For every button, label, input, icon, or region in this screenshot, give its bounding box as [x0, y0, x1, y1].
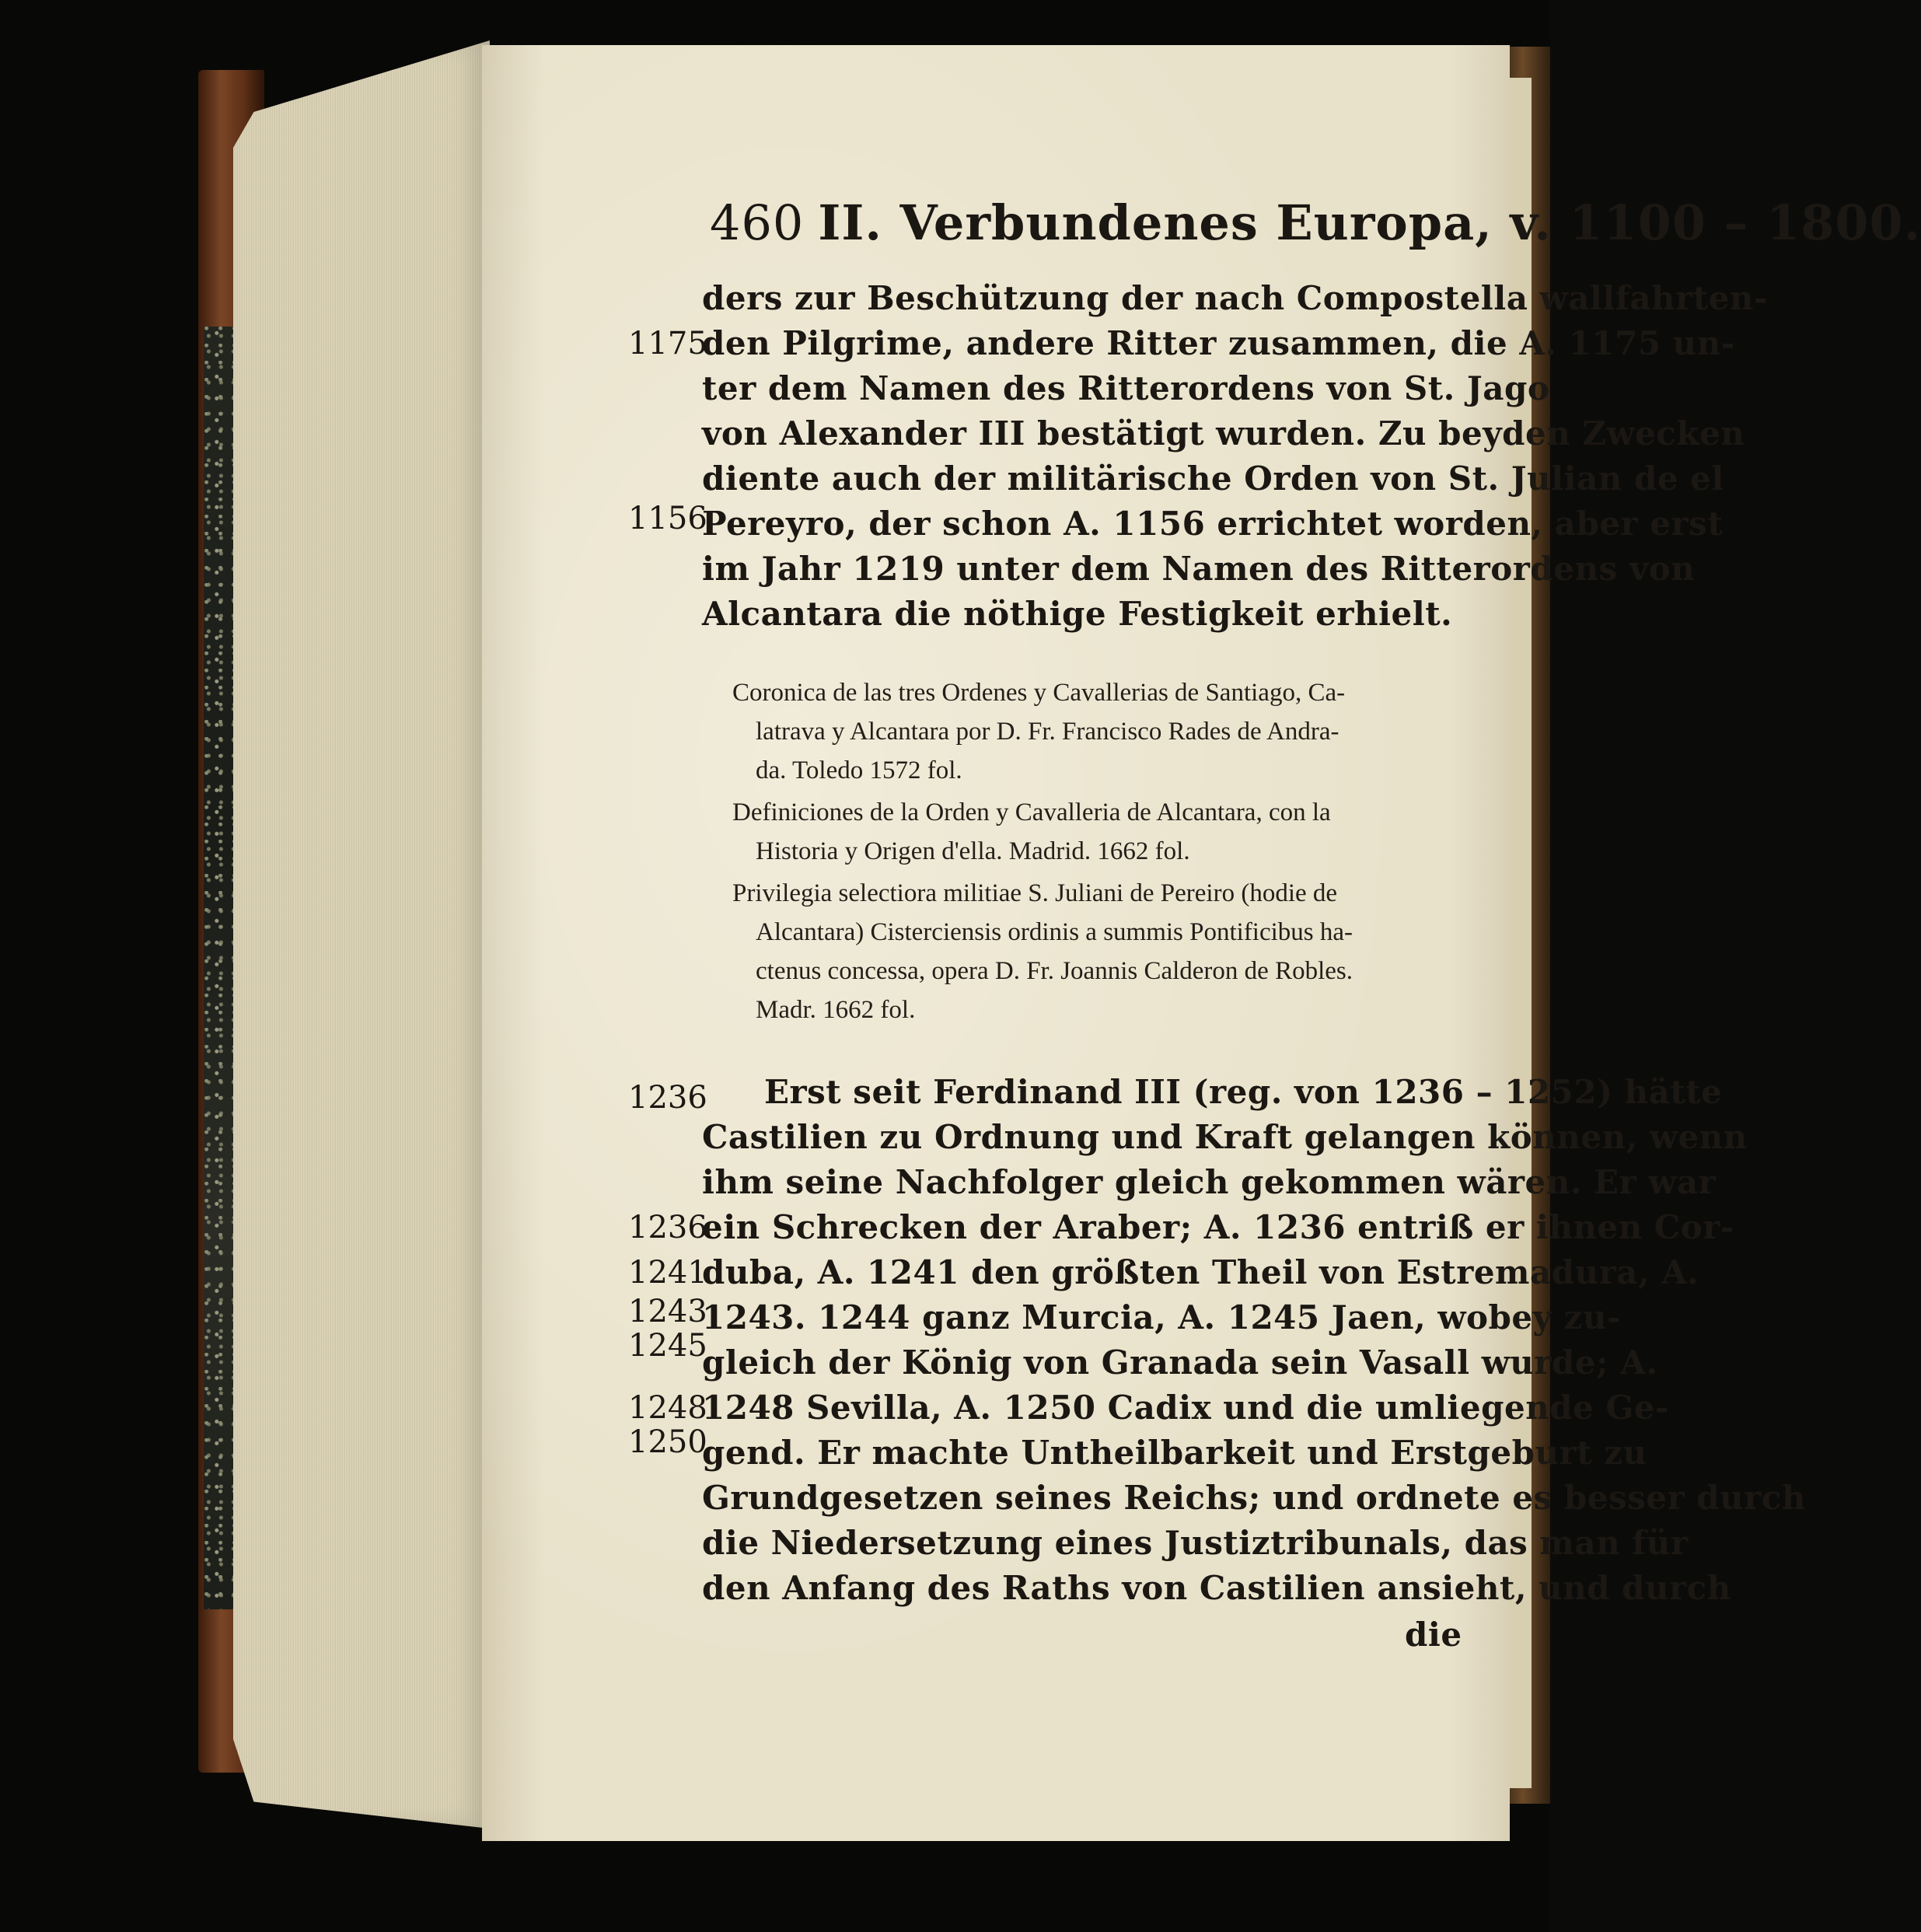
body-line: ter dem Namen des Ritterordens von St. Jago	[702, 369, 1550, 407]
reference-line: Madr. 1662 fol.	[756, 996, 916, 1024]
catchword: die	[1405, 1616, 1462, 1654]
reference-line: Alcantara) Cisterciensis ordinis a summis Pontificibus ha-	[756, 918, 1353, 946]
body-line: 1243. 1244 ganz Murcia, A. 1245 Jaen, wobey zu-	[702, 1298, 1621, 1336]
body-line: Alcantara die nöthige Festigkeit erhielt.	[702, 595, 1453, 633]
running-header	[710, 194, 1921, 251]
body-line: den Anfang des Raths von Castilien ansieht, und durch	[702, 1569, 1731, 1607]
page-edges	[233, 40, 490, 1829]
header-title: II. Verbundenes Europa, v. 1100 – 1800.	[818, 194, 1921, 251]
body-line: Grundgesetzen seines Reichs; und ordnete es besser durch	[702, 1479, 1806, 1517]
page-number: 460	[710, 194, 805, 251]
margin-year: 1245	[628, 1328, 707, 1364]
reference-line: Privilegia selectiora militiae S. Juliani de Pereiro (hodie de	[732, 879, 1338, 907]
body-line: ein Schrecken der Araber; A. 1236 entriß er ihnen Cor-	[702, 1208, 1734, 1246]
margin-year: 1248	[628, 1390, 707, 1426]
body-line: Erst seit Ferdinand III (reg. von 1236 – 1252) hätte	[764, 1073, 1723, 1111]
margin-year: 1175	[628, 326, 707, 362]
margin-year: 1243	[628, 1294, 707, 1329]
margin-year: 1250	[628, 1424, 707, 1460]
margin-year: 1236	[628, 1210, 707, 1245]
body-line: von Alexander III bestätigt wurden. Zu beyden Zwecken	[702, 414, 1745, 452]
body-line: ihm seine Nachfolger gleich gekommen wären. Er war	[702, 1163, 1717, 1201]
margin-year: 1236	[628, 1080, 707, 1116]
body-line: Castilien zu Ordnung und Kraft gelangen können, wenn	[702, 1118, 1748, 1156]
body-line: den Pilgrime, andere Ritter zusammen, die A. 1175 un-	[702, 324, 1735, 362]
margin-year: 1156	[628, 501, 707, 536]
body-line: gleich der König von Granada sein Vasall wurde; A.	[702, 1343, 1658, 1382]
body-line: duba, A. 1241 den größten Theil von Estremadura, A.	[702, 1253, 1699, 1291]
body-line: im Jahr 1219 unter dem Namen des Ritterordens von	[702, 550, 1696, 588]
reference-line: da. Toledo 1572 fol.	[756, 756, 962, 784]
reference-line: Definiciones de la Orden y Cavalleria de Alcantara, con la	[732, 798, 1331, 826]
body-line: 1248 Sevilla, A. 1250 Cadix und die umliegende Ge-	[702, 1389, 1669, 1427]
body-line: diente auch der militärische Orden von St. Julian de el	[702, 459, 1724, 498]
reference-line: Coronica de las tres Ordenes y Cavallerias de Santiago, Ca-	[732, 679, 1346, 707]
reference-line: latrava y Alcantara por D. Fr. Francisco Rades de Andra-	[756, 718, 1339, 746]
body-line: Pereyro, der schon A. 1156 errichtet worden, aber erst	[702, 505, 1724, 543]
reference-line: ctenus concessa, opera D. Fr. Joannis Calderon de Robles.	[756, 957, 1353, 985]
body-line: die Niedersetzung eines Justiztribunals, das man für	[702, 1524, 1689, 1562]
reference-line: Historia y Origen d'ella. Madrid. 1662 fol.	[756, 837, 1190, 865]
book-page	[482, 45, 1921, 1841]
body-line: gend. Er machte Untheilbarkeit und Erstgeburt zu	[702, 1434, 1647, 1472]
margin-year: 1241	[628, 1255, 707, 1291]
body-line: ders zur Beschützung der nach Compostella wallfahrten-	[702, 279, 1768, 317]
